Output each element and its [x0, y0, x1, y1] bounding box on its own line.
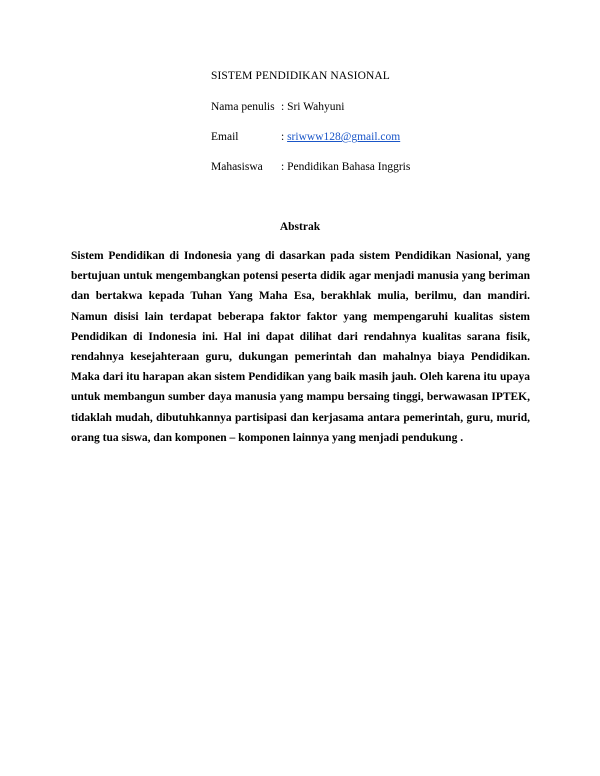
email-value-wrapper	[281, 131, 400, 143]
student-row	[211, 161, 410, 173]
student-value: : Pendidikan Bahasa Inggris	[281, 161, 411, 173]
student-label: Mahasiswa	[211, 161, 263, 173]
email-label: Email	[211, 131, 239, 143]
abstract-heading: Abstrak	[279, 221, 321, 233]
email-link[interactable]: sriwww128@gmail.com	[287, 131, 401, 143]
author-value: : Sri Wahyuni	[281, 101, 345, 113]
email-prefix: :	[281, 131, 288, 143]
document-title: SISTEM PENDIDIKAN NASIONAL	[211, 70, 390, 82]
email-row	[211, 131, 400, 143]
author-label: Nama penulis	[211, 101, 275, 113]
abstract-text: Sistem Pendidikan di Indonesia yang di dasarkan pada sistem Pendidikan Nasional, yang bertujuan untuk mengembangkan potensi peserta didik agar menjadi manusia yang beriman dan bertakwa kepada Tuhan Yang Maha Esa, berakhlak mulia, berilmu, dan mandiri. Namun disisi lain terdapat beberapa faktor faktor yang mempengaruhi kualitas sistem Pendidikan di Indonesia ini. Hal ini dapat dilihat dari rendahnya kualitas sarana fisik, rendahnya kesejahteraan guru, dukungan pemerintah dan mahalnya biaya Pendidikan. Maka dari itu harapan akan sistem Pendidikan yang baik masih jauh. Oleh karena itu upaya untuk membangun sumber daya manusia yang mampu bersaing tinggi, berwawasan IPTEK, tidaklah mudah, dibutuhkannya partisipasi dan kerjasama antara pemerintah, guru, murid, orang tua siswa, dan komponen – komponen lainnya yang menjadi pendukung .	[71, 250, 530, 444]
author-row	[211, 101, 344, 113]
